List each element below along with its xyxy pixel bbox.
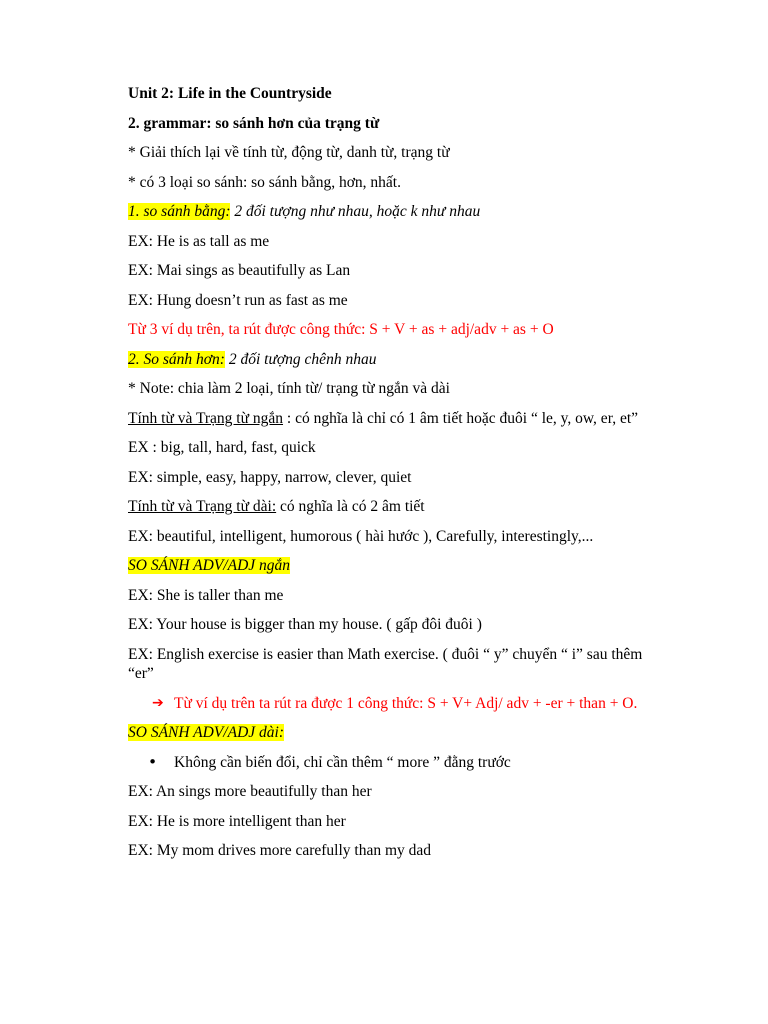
- long-definition-desc: có nghĩa là có 2 âm tiết: [276, 498, 425, 515]
- long-section-example-2: EX: He is more intelligent than her: [128, 812, 346, 830]
- comparative-desc: 2 đối tượng chênh nhau: [224, 350, 377, 368]
- short-definition: [128, 409, 668, 429]
- grammar-title: 2. grammar: so sánh hơn của trạng từ: [128, 114, 380, 132]
- document-body: [128, 84, 668, 871]
- intro-line-2: * có 3 loại so sánh: so sánh bằng, hơn, nhất.: [128, 173, 401, 191]
- equal-example-2: EX: Mai sings as beautifully as Lan: [128, 262, 351, 279]
- long-section-rule: Không cần biến đổi, chỉ cần thêm “ more ” đằng trước: [174, 753, 511, 771]
- bullet-icon: •: [148, 752, 158, 771]
- short-example-2: EX: simple, easy, happy, narrow, clever, quiet: [128, 468, 412, 486]
- long-section-heading: [128, 723, 668, 743]
- comparative-heading: [128, 350, 668, 370]
- short-section-label: SO SÁNH ADV/ADJ ngắn: [128, 557, 291, 574]
- comparative-label: 2. So sánh hơn:: [128, 350, 225, 368]
- long-section-rule-row: [128, 753, 668, 773]
- short-section-formula-row: [128, 694, 668, 714]
- equal-heading: [128, 202, 668, 222]
- short-section-heading: [128, 556, 668, 576]
- short-example-1: EX : big, tall, hard, fast, quick: [128, 439, 316, 456]
- short-section-example-3: EX: English exercise is easier than Math exercise. ( đuôi “ y” chuyển “ i” sau thêm “er”: [128, 645, 643, 682]
- short-section-example-2: EX: Your house is bigger than my house. ( gấp đôi đuôi ): [128, 616, 482, 633]
- unit-title: Unit 2: Life in the Countryside: [128, 85, 332, 102]
- short-section-example-1: EX: She is taller than me: [128, 586, 284, 604]
- equal-example-1: EX: He is as tall as me: [128, 232, 270, 250]
- intro-line-1: * Giải thích lại về tính từ, động từ, danh từ, trạng từ: [128, 144, 450, 161]
- comparative-note: * Note: chia làm 2 loại, tính từ/ trạng từ ngắn và dài: [128, 380, 450, 397]
- equal-label: 1. so sánh bằng:: [128, 203, 231, 220]
- long-definition-label: Tính từ và Trạng từ dài:: [128, 498, 277, 515]
- short-section-formula: Từ ví dụ trên ta rút ra được 1 công thức: S + V+ Adj/ adv + -er + than + O.: [174, 694, 638, 712]
- long-definition: [128, 497, 668, 517]
- equal-formula: Từ 3 ví dụ trên, ta rút được công thức: S + V + as + adj/adv + as + O: [128, 321, 554, 338]
- equal-desc: 2 đối tượng như nhau, hoặc k như nhau: [230, 203, 481, 220]
- short-definition-desc: : có nghĩa là chỉ có 1 âm tiết hoặc đuôi “ le, y, ow, er, et”: [283, 409, 639, 427]
- long-section-example-1: EX: An sings more beautifully than her: [128, 783, 372, 800]
- equal-example-3: EX: Hung doesn’t run as fast as me: [128, 291, 348, 309]
- long-section-label: SO SÁNH ADV/ADJ dài:: [128, 724, 284, 741]
- short-definition-label: Tính từ và Trạng từ ngắn: [128, 409, 284, 427]
- long-section-example-3: EX: My mom drives more carefully than my dad: [128, 842, 432, 859]
- long-example: EX: beautiful, intelligent, humorous ( hài hước ), Carefully, interestingly,...: [128, 527, 594, 545]
- arrow-right-icon: ➔: [152, 694, 164, 711]
